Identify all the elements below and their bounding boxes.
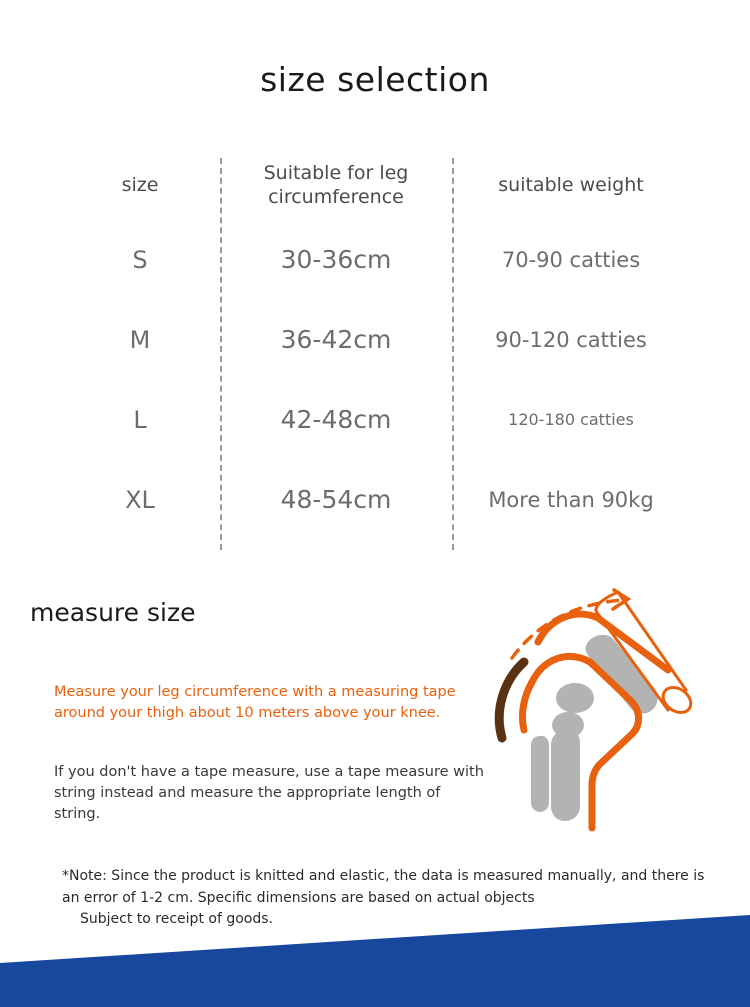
cell-circumference: 36-42cm <box>280 325 392 355</box>
table-header-row <box>60 152 690 220</box>
cell-size: S <box>132 246 148 274</box>
header-circumference-line1: Suitable for leg <box>263 162 409 185</box>
cell-weight: More than 90kg <box>488 487 654 512</box>
cell-circumference: 48-54cm <box>280 485 392 515</box>
cell-size: L <box>133 406 147 434</box>
table-row <box>60 220 690 300</box>
header-weight: suitable weight <box>498 174 644 197</box>
note-line-1: *Note: Since the product is knitted and elastic, the data is measured manually, and there is an error of 1-2 cm. Specific dimensions are based on actual objects <box>62 868 705 906</box>
cell-weight: 90-120 catties <box>495 327 647 352</box>
measure-alternative: If you don't have a tape measure, use a tape measure with string instead and measure the appropriate length of string. <box>54 764 484 823</box>
header-size: size <box>121 174 159 197</box>
header-circumference-line2: circumference <box>268 186 404 208</box>
table-row <box>60 300 690 380</box>
cell-circumference: 42-48cm <box>280 405 392 435</box>
cell-weight: 120-180 catties <box>508 410 634 429</box>
size-table <box>60 152 690 540</box>
leg-measure-illustration <box>472 578 720 840</box>
measure-instruction: Measure your leg circumference with a measuring tape around your thigh about 10 meters above your knee. <box>54 684 456 722</box>
leg-illustration-svg <box>472 578 720 840</box>
cell-weight: 70-90 catties <box>501 247 641 272</box>
note-line-2: Subject to receipt of goods. <box>80 911 273 928</box>
page-title: size selection <box>260 60 490 99</box>
blue-band-svg <box>0 915 750 1007</box>
table-row <box>60 380 690 460</box>
header-circumference <box>220 152 452 220</box>
bottom-blue-band <box>0 915 750 1007</box>
cell-size: XL <box>125 486 155 514</box>
measure-size-heading: measure size <box>30 598 196 627</box>
cell-size: M <box>129 326 151 354</box>
table-row <box>60 460 690 540</box>
cell-circumference: 30-36cm <box>280 245 392 275</box>
